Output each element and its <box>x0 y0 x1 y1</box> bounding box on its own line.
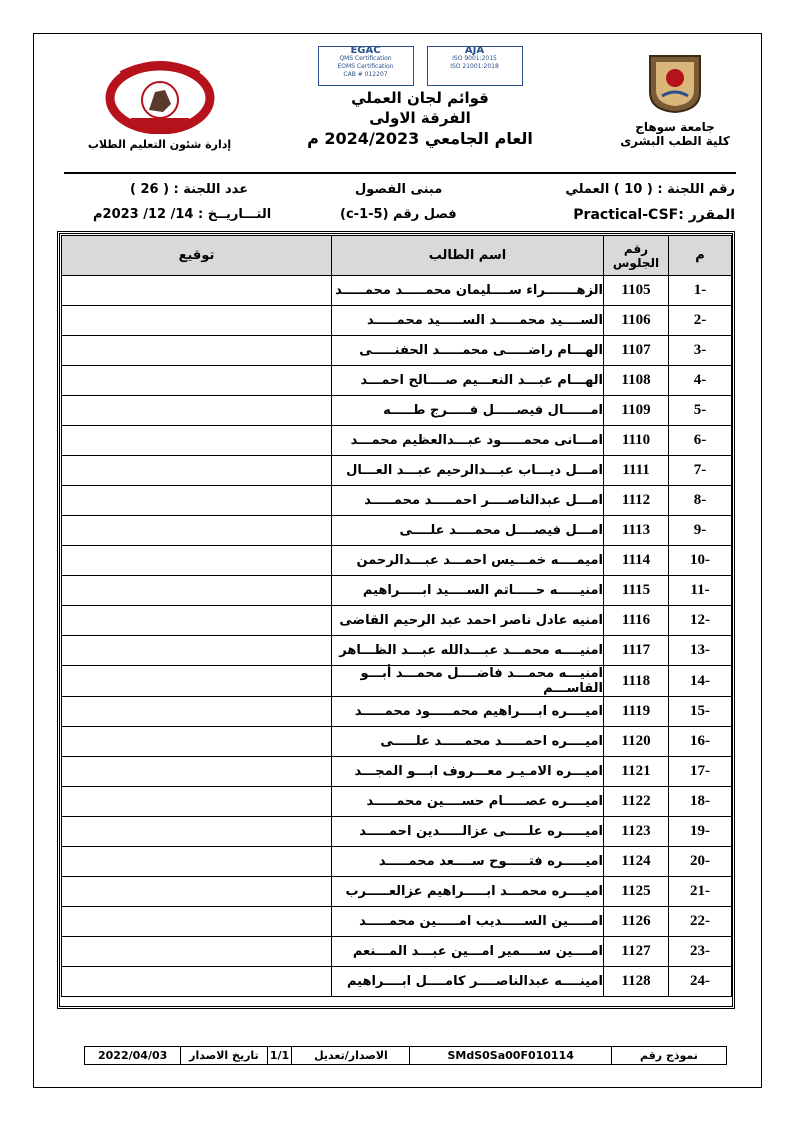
seat-number-cell: 1127 <box>604 937 669 967</box>
revision-value: 1/1 <box>267 1047 292 1064</box>
form-number: SMdS0Sa00F010114 <box>409 1047 610 1064</box>
signature-cell[interactable] <box>62 546 332 576</box>
seat-number-cell: 1128 <box>604 967 669 997</box>
course-name: المقرر :Practical-CSF <box>573 207 735 223</box>
committee-count: عدد اللجنة : ( 26 ) <box>130 182 249 197</box>
table-row <box>62 456 732 486</box>
signature-cell[interactable] <box>62 396 332 426</box>
egac-certification-logo: EGAC QMS Certification EOMS Certification CAB # 012207 <box>318 46 414 86</box>
index-cell: -11 <box>669 576 732 606</box>
table-row <box>62 366 732 396</box>
table-row <box>62 636 732 666</box>
table-row <box>62 546 732 576</box>
seat-number-header: رقم الجلوس <box>604 236 669 276</box>
student-name-cell: امنيـــه محمـــد فاضــــل محمـــد أبـــو القاســـم <box>332 666 604 697</box>
table-row <box>62 306 732 336</box>
signature-header: توقيع <box>62 236 332 276</box>
seat-number-cell: 1105 <box>604 276 669 306</box>
table-row <box>62 516 732 546</box>
index-cell: -6 <box>669 426 732 456</box>
form-footer <box>84 1046 727 1065</box>
signature-cell[interactable] <box>62 516 332 546</box>
seat-number-cell: 1111 <box>604 456 669 486</box>
table-row <box>62 336 732 366</box>
index-cell: -16 <box>669 727 732 757</box>
aja-certification-logo: AJA ISO 9001:2015 ISO 21001:2018 <box>427 46 523 86</box>
seat-number-cell: 1116 <box>604 606 669 636</box>
year-level: الفرقة الاولى <box>369 109 471 127</box>
signature-cell[interactable] <box>62 757 332 787</box>
index-cell: -4 <box>669 366 732 396</box>
student-name-cell: امــــــال فيصـــــل فـــــرج طـــــه <box>332 396 604 426</box>
index-cell: -13 <box>669 636 732 666</box>
student-name-cell: امـــل عبدالناصــــر احمـــــد محمـــــد <box>332 486 604 516</box>
signature-cell[interactable] <box>62 426 332 456</box>
seat-number-cell: 1120 <box>604 727 669 757</box>
table-row <box>62 396 732 426</box>
table-row <box>62 757 732 787</box>
index-cell: -19 <box>669 817 732 847</box>
seat-number-cell: 1108 <box>604 366 669 396</box>
student-name-cell: الهـــام راضـــــى محمـــــد الحفنـــــى <box>332 336 604 366</box>
building-name: مبنى الفصول <box>355 182 443 197</box>
student-name-cell: امـــل فيصــــل محمــــد علــــى <box>332 516 604 546</box>
seat-number-cell: 1122 <box>604 787 669 817</box>
table-row <box>62 666 732 697</box>
seat-number-cell: 1119 <box>604 697 669 727</box>
signature-cell[interactable] <box>62 727 332 757</box>
student-name-cell: اميــــره عصـــــام حســــين محمـــــد <box>332 787 604 817</box>
signature-cell[interactable] <box>62 847 332 877</box>
header-center <box>300 46 540 148</box>
index-cell: -23 <box>669 937 732 967</box>
signature-cell[interactable] <box>62 306 332 336</box>
student-name-cell: امـــــين الســـــديب امـــــين محمـــــد <box>332 907 604 937</box>
student-name-cell: اميــــره محمـــد ابـــــراهيم عزالعـــــرب <box>332 877 604 907</box>
signature-cell[interactable] <box>62 967 332 997</box>
signature-cell[interactable] <box>62 937 332 967</box>
seat-number-cell: 1121 <box>604 757 669 787</box>
index-cell: -15 <box>669 697 732 727</box>
roster-body <box>62 276 732 997</box>
student-affairs-logo <box>101 54 219 134</box>
student-name-cell: امـــانى محمـــــود عبـــدالعظيم محمـــد <box>332 426 604 456</box>
university-crest-icon <box>644 52 706 114</box>
signature-cell[interactable] <box>62 697 332 727</box>
student-name-cell: امــــين ســــمير امـــين عبـــد المـــنعم <box>332 937 604 967</box>
seat-number-cell: 1117 <box>604 636 669 666</box>
index-cell: -8 <box>669 486 732 516</box>
table-row <box>62 486 732 516</box>
table-row <box>62 967 732 997</box>
exam-date: التـــاريــخ : 14/ 12/ 2023م <box>93 207 272 222</box>
index-cell: -12 <box>669 606 732 636</box>
index-cell: -9 <box>669 516 732 546</box>
index-cell: -1 <box>669 276 732 306</box>
form-number-label: نموذج رقم <box>611 1047 726 1064</box>
table-row <box>62 606 732 636</box>
index-cell: -17 <box>669 757 732 787</box>
seat-number-cell: 1123 <box>604 817 669 847</box>
document-title: قوائم لجان العملي <box>351 89 489 107</box>
table-row <box>62 276 732 306</box>
signature-cell[interactable] <box>62 486 332 516</box>
seat-number-cell: 1126 <box>604 907 669 937</box>
student-name-cell: امنيــــه محمـــد عبـــدالله عبـــد الظـــاهر <box>332 636 604 666</box>
table-row <box>62 847 732 877</box>
table-row <box>62 817 732 847</box>
seat-number-cell: 1112 <box>604 486 669 516</box>
student-name-cell: اميـــــره فتـــــوح ســــعد محمـــــد <box>332 847 604 877</box>
index-cell: -18 <box>669 787 732 817</box>
signature-cell[interactable] <box>62 606 332 636</box>
signature-cell[interactable] <box>62 666 332 697</box>
student-name-cell: اميمــــه خمـــيس احمـــد عبـــدالرحمن <box>332 546 604 576</box>
table-row <box>62 697 732 727</box>
seat-number-cell: 1118 <box>604 666 669 697</box>
signature-cell[interactable] <box>62 336 332 366</box>
student-name-cell: الســــيد محمـــــد الســـــيد محمـــــد <box>332 306 604 336</box>
student-name-cell: الزهـــــــراء ســــليمان محمـــــد محمـــــد <box>332 276 604 306</box>
student-name-cell: امـــل ديـــاب عبـــدالرحيم عبـــد العـــال <box>332 456 604 486</box>
seat-number-cell: 1113 <box>604 516 669 546</box>
signature-cell[interactable] <box>62 817 332 847</box>
student-name-header: اسم الطالب <box>332 236 604 276</box>
index-cell: -21 <box>669 877 732 907</box>
signature-cell[interactable] <box>62 636 332 666</box>
seat-number-cell: 1107 <box>604 336 669 366</box>
index-cell: -10 <box>669 546 732 576</box>
seat-number-cell: 1106 <box>604 306 669 336</box>
signature-cell[interactable] <box>62 456 332 486</box>
seat-number-cell: 1110 <box>604 426 669 456</box>
table-row <box>62 907 732 937</box>
student-name-cell: اميــــره احمـــــد محمـــــد علـــــى <box>332 727 604 757</box>
signature-cell[interactable] <box>62 877 332 907</box>
index-cell: -14 <box>669 666 732 697</box>
revision-label: الاصدار/تعديل <box>291 1047 409 1064</box>
university-block <box>600 52 750 148</box>
class-number: فصل رقم (5-1-c) <box>340 207 457 222</box>
student-affairs-block <box>72 54 247 151</box>
seat-number-cell: 1125 <box>604 877 669 907</box>
issue-date-label: تاريخ الاصدار <box>180 1047 266 1064</box>
signature-cell[interactable] <box>62 787 332 817</box>
index-cell: -3 <box>669 336 732 366</box>
index-cell: -22 <box>669 907 732 937</box>
table-row <box>62 787 732 817</box>
student-name-cell: اميــــره ابــــراهيم محمـــــود محمـــــد <box>332 697 604 727</box>
index-cell: -24 <box>669 967 732 997</box>
faculty-name: كلية الطب البشرى <box>620 134 730 148</box>
header-divider <box>64 172 736 174</box>
certification-logos <box>318 46 523 86</box>
student-name-cell: اميـــره الامـيـر معـــروف ابـــو المجـــد <box>332 757 604 787</box>
seat-number-cell: 1109 <box>604 396 669 426</box>
seat-number-cell: 1114 <box>604 546 669 576</box>
student-name-cell: امنيه عادل ناصر احمد عبد الرحيم القاضى <box>332 606 604 636</box>
index-cell: -7 <box>669 456 732 486</box>
signature-cell[interactable] <box>62 576 332 606</box>
student-name-cell: امينــــه عبدالناصــــر كامــــل ابــــراهيم <box>332 967 604 997</box>
signature-cell[interactable] <box>62 907 332 937</box>
student-name-cell: امنيـــــه حـــــاتم الســــيد ابـــــراهيم <box>332 576 604 606</box>
table-row <box>62 877 732 907</box>
table-row <box>62 937 732 967</box>
table-row <box>62 426 732 456</box>
university-name: جامعة سوهاج <box>635 120 715 134</box>
table-row <box>62 576 732 606</box>
signature-cell[interactable] <box>62 276 332 306</box>
seat-number-cell: 1115 <box>604 576 669 606</box>
roster-table <box>61 235 732 997</box>
student-name-cell: اميـــــره علـــــى عزالـــــدين احمـــــد <box>332 817 604 847</box>
seat-number-cell: 1124 <box>604 847 669 877</box>
signature-cell[interactable] <box>62 366 332 396</box>
index-cell: -2 <box>669 306 732 336</box>
index-cell: -5 <box>669 396 732 426</box>
index-cell: -20 <box>669 847 732 877</box>
table-row <box>62 727 732 757</box>
student-affairs-title: إدارة شئون التعليم الطلاب <box>87 138 232 151</box>
committee-number: رقم اللجنة : ( 10 ) العملي <box>565 182 735 197</box>
table-header-row <box>62 236 732 276</box>
student-name-cell: الهـــام عبـــد النعـــيم صــــالح احمـــد <box>332 366 604 396</box>
academic-year: العام الجامعي 2024/2023 م <box>307 129 533 148</box>
index-header: م <box>669 236 732 276</box>
issue-date: 2022/04/03 <box>98 1049 168 1062</box>
